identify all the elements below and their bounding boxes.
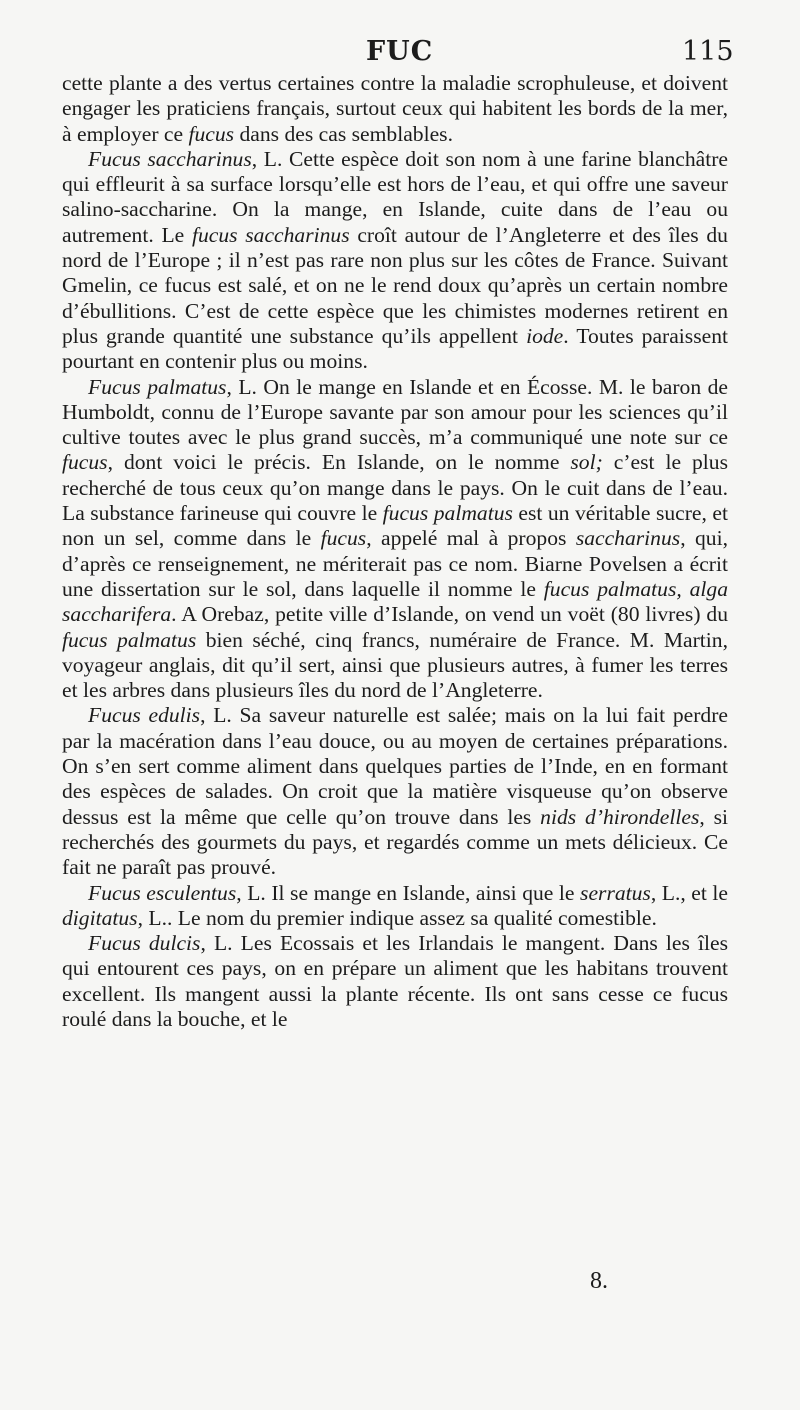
italic-term: fucus saccharinus <box>191 222 350 247</box>
text-run: , L. Les Ecossais et les Irlandais le mangent. Dans les îles qui entourent ces pays, on en prépare un aliment que les habitans trouvent excellent. Ils mangent aussi la plante récente. Ils ont sans cesse ce fucus roulé dans la bouche, et le <box>62 931 728 1031</box>
italic-term: fucus palmatus <box>382 501 513 526</box>
italic-term: nids d’hirondelles <box>540 804 700 829</box>
paragraph <box>62 375 728 704</box>
paragraph <box>62 147 728 375</box>
text-run: , dont voici le précis. En Islande, on le nomme <box>107 450 571 475</box>
text-run: c’est le plus recherché de tous ceux qu’on mange dans le pays. On le cuit dans de l’eau. La substance farineuse qui couvre le <box>62 450 728 526</box>
text-run: croît autour de l’Angleterre et des îles du nord de l’Europe ; il n’est pas rare non plus sur les côtes de France. Suivant Gmelin, ce fucus est salé, et on ne le rend doux qu’après un certain nombre d’ébullitions. C’est de cette espèce que les chimistes modernes retirent en plus grande quantité une substance qu’ils appellent <box>62 222 728 348</box>
italic-term: fucus <box>320 526 367 551</box>
paragraph <box>62 703 728 880</box>
italic-term: fucus palmatus, alga saccharifera <box>62 576 728 627</box>
running-head-title: FUC <box>366 36 434 67</box>
italic-term: sol; <box>570 450 603 475</box>
italic-term: saccharinus <box>575 526 681 551</box>
text-run: , L.. Le nom du premier indique assez sa qualité comestible. <box>137 905 657 930</box>
text-run: bien séché, cinq francs, numéraire de France. M. Martin, voyageur anglais, dit qu’il sert, ainsi que plusieurs autres, à fumer les terres et les arbres dans plusieurs îles du nord de l’Angleterre. <box>62 627 729 703</box>
italic-term: Fucus palmatus <box>88 374 227 399</box>
italic-term: digitatus <box>62 905 138 930</box>
italic-term: Fucus dulcis <box>88 931 201 956</box>
text-run: , si recherchés des gourmets du pays, et regardés comme un mets délicieux. Ce fait ne paraît pas prouvé. <box>62 804 729 880</box>
italic-term: fucus <box>62 450 108 475</box>
body-text <box>62 71 728 1032</box>
text-run: est un véritable sucre, et non un sel, comme dans le <box>62 501 728 551</box>
text-run: , L. On le mange en Islande et en Écosse. M. le baron de Humboldt, connu de l’Europe savante par son amour pour les sciences qu’il cultive toutes avec le plus grand succès, m’a communiqué une note sur ce <box>62 374 728 450</box>
text-run: , qui, d’après ce renseignement, ne mériterait pas ce nom. Biarne Povelsen a écrit une dissertation sur le sol, dans laquelle il nomme le <box>62 526 728 601</box>
italic-term: Fucus esculentus <box>88 880 237 905</box>
italic-term: serratus <box>580 880 651 905</box>
paragraph <box>62 931 728 1032</box>
italic-term: fucus <box>188 121 235 146</box>
italic-term: fucus palmatus <box>62 627 197 652</box>
text-run: , appelé mal à propos <box>366 526 576 551</box>
paragraph <box>62 881 728 932</box>
italic-term: Fucus edulis <box>88 703 201 728</box>
italic-term: iode <box>526 323 564 348</box>
text-run: . A Orebaz, petite ville d’Islande, on vend un voët (80 livres) du <box>171 602 728 627</box>
paragraph <box>62 71 728 147</box>
text-run: , L. Cette espèce doit son nom à une farine blanchâtre qui effleurit à sa surface lorsqu’elle est hors de l’eau, et qui offre une saveur salino-saccharine. On la mange, en Islande, cuite dans de l’eau ou autrement. Le <box>62 146 728 247</box>
italic-term: Fucus saccharinus <box>88 146 252 171</box>
text-run: , L. Il se mange en Islande, ainsi que le <box>236 880 581 905</box>
text-run: dans des cas semblables. <box>234 121 453 146</box>
page-number: 115 <box>682 36 734 67</box>
text-run: , L. Sa saveur naturelle est salée; mais on la lui fait perdre par la macération dans l’eau douce, ou au moyen de certaines préparations. On s’en sert comme aliment dans quelques parties de l’Inde, en en formant des espèces de salades. On croit que la matière visqueuse qu’on observe dessus est la même que celle qu’on trouve dans les <box>62 703 728 829</box>
running-head <box>0 36 800 72</box>
text-run: , L., et le <box>650 880 729 905</box>
text-run: cette plante a des vertus certaines contre la maladie scrophuleuse, et doivent engager les praticiens français, surtout ceux qui habitent les bords de la mer, à employer ce <box>62 71 728 146</box>
signature-mark: 8. <box>590 1268 608 1294</box>
text-run: . Toutes paraissent pourtant en contenir plus ou moins. <box>62 323 728 374</box>
